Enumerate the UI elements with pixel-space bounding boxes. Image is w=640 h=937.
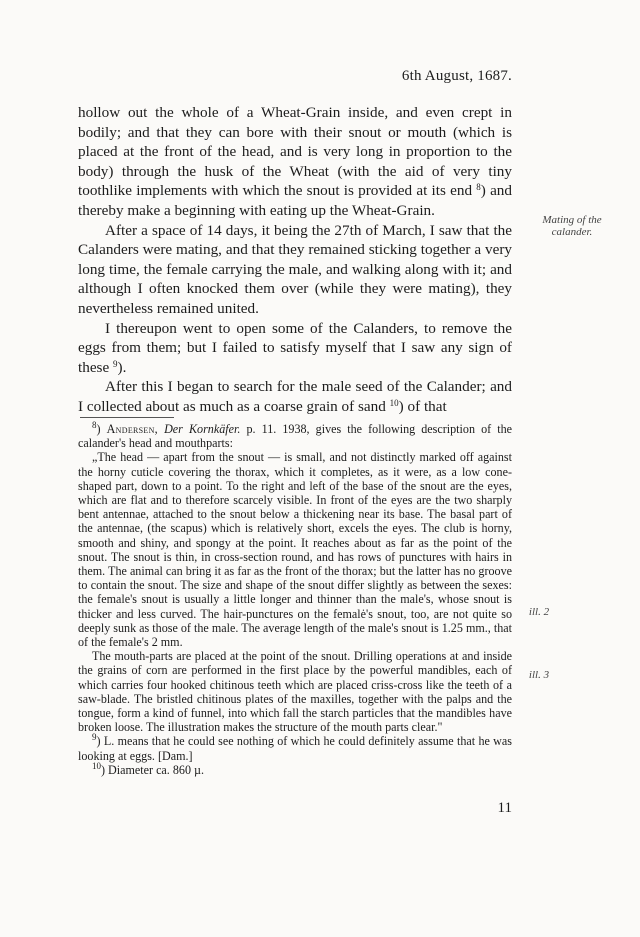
footnote-ref-8[interactable]: 8 [476,182,481,193]
margin-note-mating: Mating of the calander. [542,214,602,238]
page-number: 11 [497,800,512,816]
paragraph-2: After a space of 14 days, it being the 27th of March, I saw that the Calanders were mating, and that they remained sticking together a very long time, the female carrying the male, and walking along with it; and although I often knocked them over (while they were mating), they nevertheless remained united. [78,221,512,317]
paragraph-4: After this I began to search for the male seed of the Calander; and I collected about as much as a coarse grain of sand $^{10}$) of that [78,378,512,415]
footnote-8-quote-2: The mouth-parts are placed at the point of the snout. Drilling operations at and inside the grains of corn are performed in the first place by the powerful mandibles, each of which carries four hooked chitinous teeth which are placed criss-cross like the teeth of a saw-blade. The bristled chitinous plates of the maxilles, together with the palps and the tongue, form a kind of funnel, into which fall the starch particles that the mandibles have broken loose. The illustration makes the structure of the mouth parts clear." [78,649,512,735]
paragraph-1: hollow out the whole of a Wheat-Grain inside, and even crept in bodily; and that they can bore with their snout or mouth (which is placed at the front of the head, and is very long in proportion to the body) through the husk of the Wheat (with the aid of very tiny toothlike implements with which the snout is provided at its end $^8$) and thereby make a beginning with eating up the Wheat-Grain. [78,104,512,219]
running-header-date: 6th August, 1687. [401,68,512,84]
paragraph-3: I thereupon went to open some of the Calanders, to remove the eggs from them; but I failed to satisfy myself that I saw any sign of these $^9$). [78,319,512,376]
margin-note-ill-2: ill. 2 [528,606,550,618]
margin-note-ill-3: ill. 3 [528,669,550,681]
footnote-8: $^8$) Andersen, Der Kornkäfer. p. 11. 1938, gives the following description of the calander's head and mouthparts: [78,420,513,451]
footnote-10: $^{10}$) Diameter ca. 860 µ. [92,760,205,777]
footnote-divider [80,417,174,418]
footnote-ref-9[interactable]: 9 [113,358,118,369]
footnotes [78,422,512,777]
footnote-ref-10[interactable]: 10 [389,397,399,408]
footnote-8-quote-1: „The head — apart from the snout — is small, and not distinctly marked off against the horny cuticle covering the thorax, which it completes, as it were, as a low cone-shaped part, down to a point. To the right and left of the base of the snout are the eyes, which are flat and to therefore scarcely visible. In front of the eyes are the two sharply bent antennae, attached to the snout below a thickening near its base. The basal part of the antennae, (the scapus) which is relatively short, excels the eyes. The club is horny, smooth and shiny, and spongy at the point. It reaches about as far as the point of the snout. The snout is thin, in cross-section round, and has rows of punctures with hairs in them. The animal can bring it as far as the front of the thorax; but the latter has no groove to contain the snout. The size and shape of the snout differ slightly as between the sexes: the female's snout is usually a little longer and thinner than the male's, whose snout is thicker and less curved. The hair-punctures on the femalė's snout, too, are not quite so deeply sunk as those of the male. The average length of the male's snout is 1.25 mm., that of the female's 2 mm. [78,450,512,650]
main-text [78,103,512,417]
footnote-9: $^9$) L. means that he could see nothing of which he could definitely assume that he was looking at eggs. [Dam.] [78,732,512,763]
